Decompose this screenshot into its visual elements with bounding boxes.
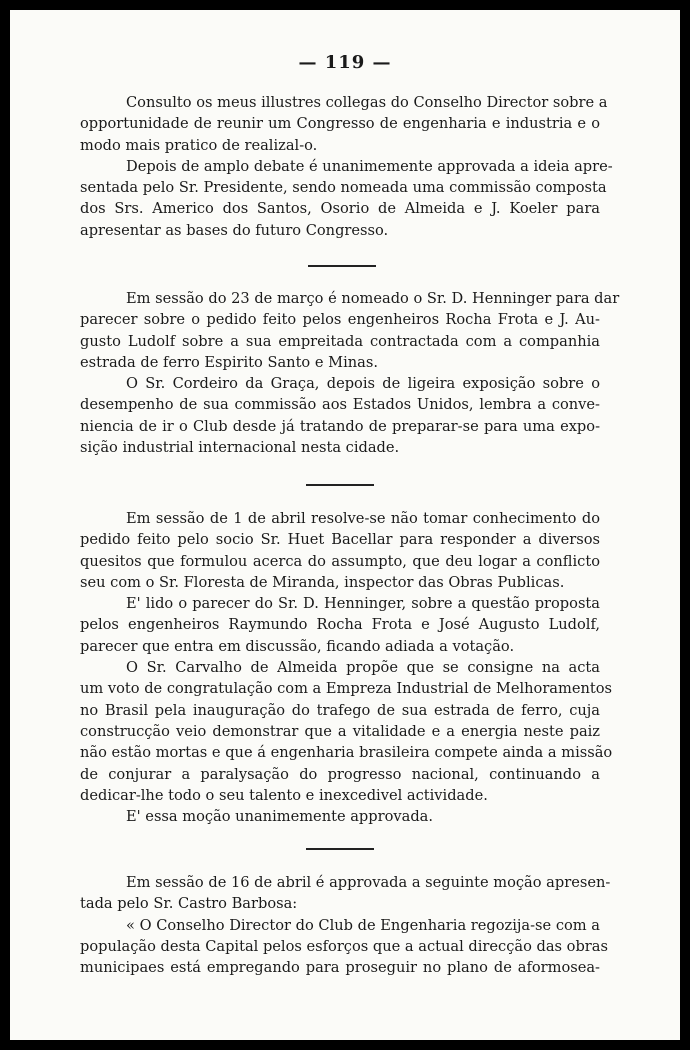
section-2 <box>80 288 620 458</box>
text-line: seu com o Sr. Floresta de Miranda, inspector das Obras Publicas. <box>80 573 565 591</box>
page <box>10 10 680 1040</box>
text-line: Em sessão do 23 de março é nomeado o Sr. D. Henninger para dar <box>126 290 620 307</box>
section-4 <box>80 872 611 978</box>
text-line: apresentar as bases do futuro Congresso. <box>80 221 389 239</box>
paragraph-1 <box>80 92 608 156</box>
text-line: municipaes está empregando para proseguir no plano de aformosea- <box>80 959 600 977</box>
section-divider <box>306 484 374 486</box>
text-line: dos Srs. Americo dos Santos, Osorio de Almeida e J. Koeler para <box>80 200 600 218</box>
text-line: Em sessão de 1 de abril resolve-se não tomar conhecimento do <box>126 510 600 527</box>
text-line: O Sr. Carvalho de Almeida propõe que se consigne na acta <box>126 659 600 677</box>
text-line: pelos engenheiros Raymundo Rocha Frota e José Augusto Ludolf, <box>80 616 600 634</box>
text-line: Em sessão de 16 de abril é approvada a seguinte moção apresen- <box>126 874 611 891</box>
text-line: « O Conselho Director do Club de Engenharia regozija-se com a <box>126 916 600 934</box>
text-line: Depois de amplo debate é unanimemente approvada a ideia apre- <box>126 157 613 175</box>
text-line: estrada de ferro Espirito Santo e Minas. <box>80 353 378 371</box>
text-line: O Sr. Cordeiro da Graça, depois de ligeira exposição sobre o <box>126 375 600 393</box>
text-line: parecer sobre o pedido feito pelos engenheiros Rocha Frota e J. Au- <box>80 311 600 329</box>
text-line: parecer que entra em discussão, ficando adiada a votação. <box>80 637 515 655</box>
text-line: E' lido o parecer do Sr. D. Henninger, sobre a questão proposta <box>126 595 600 613</box>
text-line: Consulto os meus illustres collegas do Conselho Director sobre a <box>126 94 608 111</box>
paragraph-4 <box>80 373 600 458</box>
text-line: niencia de ir o Club desde já tratando de preparar-se para uma expo- <box>80 417 600 435</box>
text-line: quesitos que formulou acerca do assumpto, que deu logar a conflicto <box>80 552 600 570</box>
text-line: gusto Ludolf sobre a sua empreitada contractada com a companhia <box>80 332 600 350</box>
text-line: opportunidade de reunir um Congresso de engenharia e industria e o <box>80 115 600 133</box>
text-line: sição industrial internacional nesta cidade. <box>80 439 400 457</box>
text-line: no Brasil pela inauguração do trafego de sua estrada de ferro, cuja <box>80 701 600 719</box>
paragraph-8 <box>80 806 600 827</box>
text-line: desempenho de sua commissão aos Estados Unidos, lembra a conve- <box>80 396 600 414</box>
page-number: — 119 — <box>298 52 392 73</box>
text-line: construcção veio demonstrar que a vitalidade e a energia neste paiz <box>80 722 600 740</box>
text-line: dedicar-lhe todo o seu talento e inexcedivel actividade. <box>80 786 488 804</box>
section-divider <box>306 848 374 850</box>
text-line: população desta Capital pelos esforços que a actual direcção das obras <box>80 937 608 955</box>
paragraph-6 <box>80 593 600 657</box>
paragraph-3 <box>80 288 620 373</box>
section-3 <box>80 508 613 827</box>
text-line: sentada pelo Sr. Presidente, sendo nomeada uma commissão composta <box>80 179 607 197</box>
paragraph-10 <box>80 915 608 979</box>
paragraph-9 <box>80 872 611 915</box>
text-line: tada pelo Sr. Castro Barbosa: <box>80 895 298 913</box>
paragraph-7 <box>80 657 613 806</box>
text-line: não estão mortas e que á engenharia brasileira compete ainda a missão <box>80 744 613 762</box>
section-1 <box>80 92 613 241</box>
paragraph-5 <box>80 508 600 593</box>
text-line: de conjurar a paralysação do progresso nacional, continuando a <box>80 765 600 783</box>
text-line: E' essa moção unanimemente approvada. <box>126 808 434 826</box>
text-line: um voto de congratulação com a Empreza Industrial de Melhoramentos <box>80 680 613 698</box>
text-line: pedido feito pelo socio Sr. Huet Bacellar para responder a diversos <box>80 531 600 549</box>
paragraph-2 <box>80 156 613 241</box>
section-divider <box>308 265 376 267</box>
text-line: modo mais pratico de realizal-o. <box>80 136 318 154</box>
